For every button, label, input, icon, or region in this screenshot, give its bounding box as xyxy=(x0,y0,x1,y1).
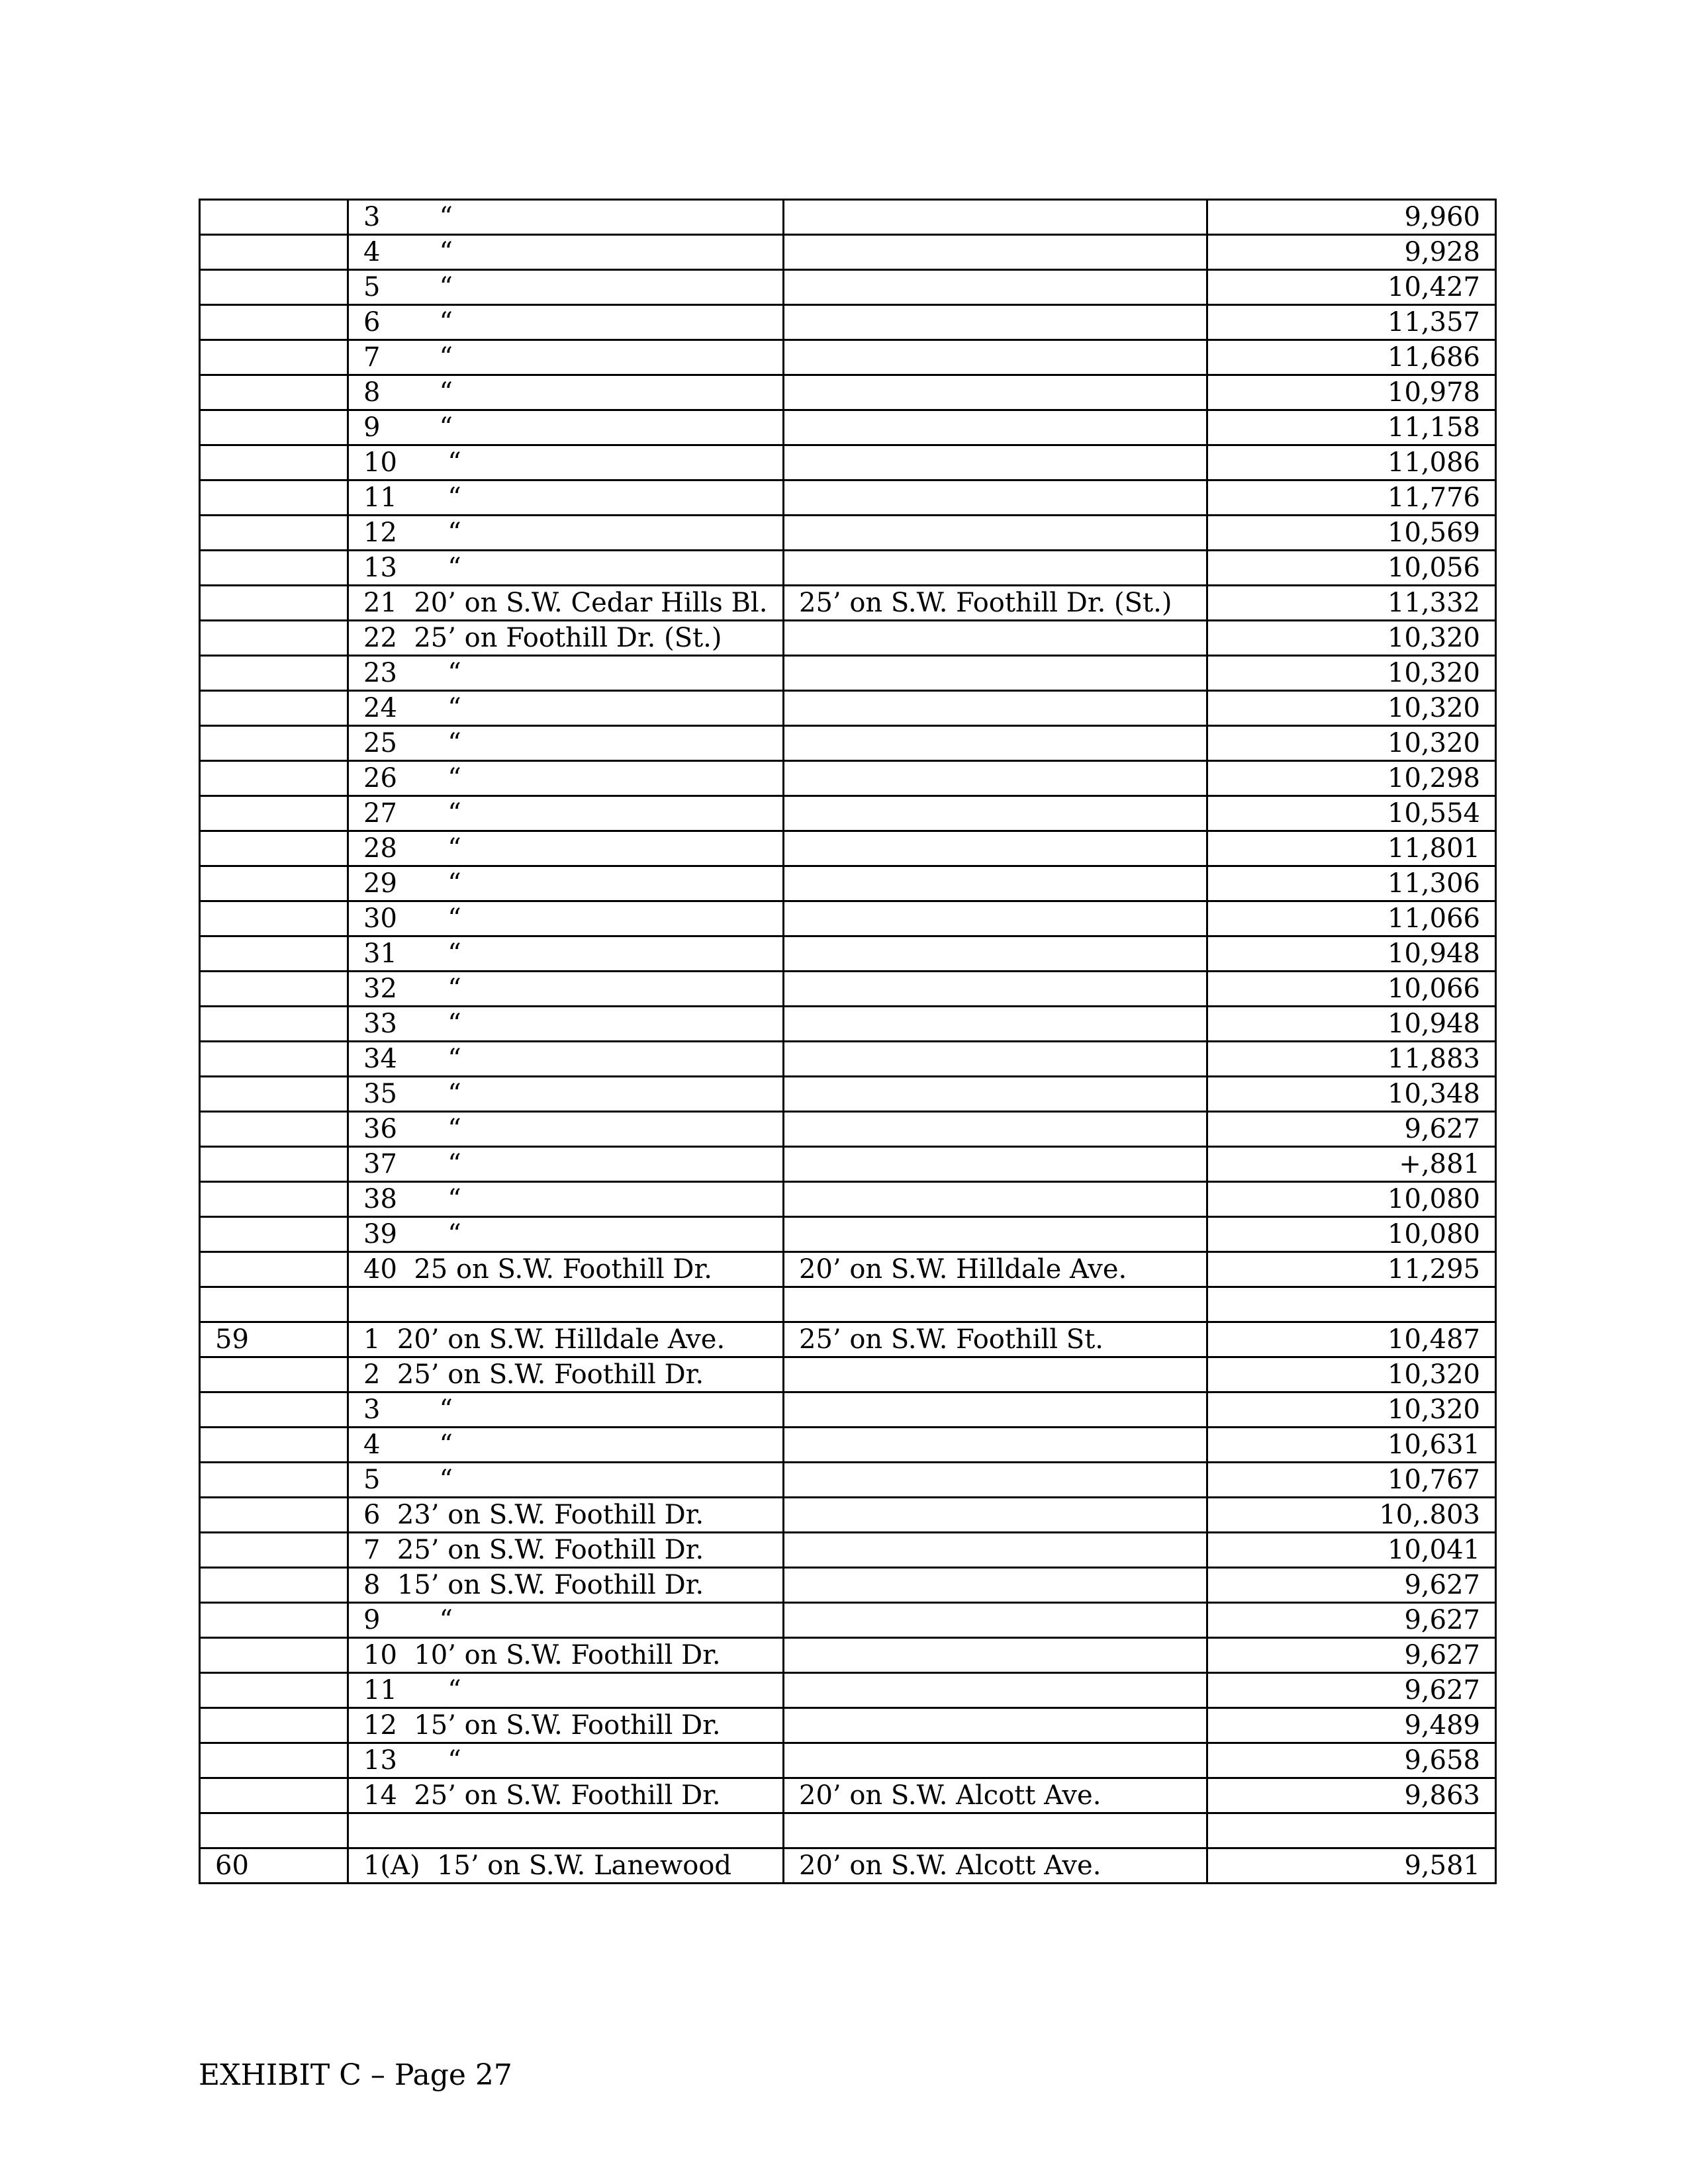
frontage-cell xyxy=(784,340,1207,375)
amount-cell: +,881 xyxy=(1207,1147,1496,1182)
lot-cell: 13 “ xyxy=(348,1743,784,1778)
lot-cell: 10 “ xyxy=(348,445,784,480)
amount-cell: 11,066 xyxy=(1207,901,1496,936)
table-row xyxy=(200,270,1496,305)
table-row xyxy=(200,1042,1496,1077)
frontage-cell xyxy=(784,375,1207,410)
table-row xyxy=(200,340,1496,375)
frontage-cell xyxy=(784,410,1207,445)
block-cell xyxy=(200,586,348,621)
table-row xyxy=(200,410,1496,445)
lot-cell: 11 “ xyxy=(348,1673,784,1708)
table-row xyxy=(200,901,1496,936)
table-row xyxy=(200,1428,1496,1463)
block-cell xyxy=(200,936,348,972)
amount-cell: 10,066 xyxy=(1207,972,1496,1007)
lot-cell: 24 “ xyxy=(348,691,784,726)
amount-cell: 9,627 xyxy=(1207,1638,1496,1673)
lot-cell: 27 “ xyxy=(348,796,784,831)
block-cell xyxy=(200,1568,348,1603)
frontage-cell xyxy=(784,1533,1207,1568)
block-cell xyxy=(200,1673,348,1708)
table-row xyxy=(200,1322,1496,1357)
frontage-cell xyxy=(784,726,1207,761)
amount-cell: 10,554 xyxy=(1207,796,1496,831)
amount-cell: 11,306 xyxy=(1207,866,1496,901)
amount-cell: 9,627 xyxy=(1207,1568,1496,1603)
lot-cell: 5 “ xyxy=(348,1463,784,1498)
frontage-cell xyxy=(784,972,1207,1007)
lot-cell: 33 “ xyxy=(348,1007,784,1042)
block-cell xyxy=(200,1147,348,1182)
table-row xyxy=(200,1498,1496,1533)
lot-cell: 9 “ xyxy=(348,410,784,445)
amount-cell xyxy=(1207,1813,1496,1848)
block-cell xyxy=(200,445,348,480)
amount-cell: 11,776 xyxy=(1207,480,1496,516)
table-row xyxy=(200,200,1496,235)
block-cell: 60 xyxy=(200,1848,348,1884)
frontage-cell xyxy=(784,1743,1207,1778)
block-cell xyxy=(200,551,348,586)
lot-cell: 3 “ xyxy=(348,200,784,235)
lot-cell: 40 25 on S.W. Foothill Dr. xyxy=(348,1252,784,1287)
frontage-cell xyxy=(784,1428,1207,1463)
block-cell xyxy=(200,796,348,831)
table-row xyxy=(200,305,1496,340)
lot-cell: 36 “ xyxy=(348,1112,784,1147)
block-cell: 59 xyxy=(200,1322,348,1357)
frontage-cell xyxy=(784,270,1207,305)
table-row xyxy=(200,1568,1496,1603)
frontage-cell: 20’ on S.W. Alcott Ave. xyxy=(784,1848,1207,1884)
table-row xyxy=(200,1007,1496,1042)
table-row xyxy=(200,375,1496,410)
table-row xyxy=(200,445,1496,480)
amount-cell: 10,056 xyxy=(1207,551,1496,586)
block-cell xyxy=(200,1287,348,1322)
lot-cell xyxy=(348,1813,784,1848)
block-cell xyxy=(200,375,348,410)
lot-cell: 6 “ xyxy=(348,305,784,340)
block-cell xyxy=(200,1813,348,1848)
table-row xyxy=(200,621,1496,656)
frontage-cell xyxy=(784,516,1207,551)
lot-cell: 4 “ xyxy=(348,235,784,270)
lot-cell: 1(A) 15’ on S.W. Lanewood xyxy=(348,1848,784,1884)
lot-cell: 7 25’ on S.W. Foothill Dr. xyxy=(348,1533,784,1568)
table-row xyxy=(200,551,1496,586)
frontage-cell xyxy=(784,936,1207,972)
amount-cell: 11,883 xyxy=(1207,1042,1496,1077)
frontage-cell xyxy=(784,1813,1207,1848)
amount-cell: 10,041 xyxy=(1207,1533,1496,1568)
table-row xyxy=(200,1603,1496,1638)
lot-cell: 30 “ xyxy=(348,901,784,936)
lot-cell: 23 “ xyxy=(348,656,784,691)
frontage-cell xyxy=(784,1112,1207,1147)
lot-cell: 14 25’ on S.W. Foothill Dr. xyxy=(348,1778,784,1813)
lot-cell: 4 “ xyxy=(348,1428,784,1463)
amount-cell: 9,658 xyxy=(1207,1743,1496,1778)
table-row xyxy=(200,1638,1496,1673)
lot-cell: 13 “ xyxy=(348,551,784,586)
table-row xyxy=(200,1673,1496,1708)
amount-cell: 10,080 xyxy=(1207,1217,1496,1252)
lot-cell: 38 “ xyxy=(348,1182,784,1217)
lot-cell: 1 20’ on S.W. Hilldale Ave. xyxy=(348,1322,784,1357)
table-row xyxy=(200,1287,1496,1322)
block-cell xyxy=(200,1428,348,1463)
lot-cell: 37 “ xyxy=(348,1147,784,1182)
amount-cell: 10,320 xyxy=(1207,726,1496,761)
table-row xyxy=(200,691,1496,726)
page-footer: EXHIBIT C – Page 27 xyxy=(199,2058,512,2092)
amount-cell: 9,863 xyxy=(1207,1778,1496,1813)
frontage-cell xyxy=(784,1498,1207,1533)
lot-cell xyxy=(348,1287,784,1322)
lot-cell: 5 “ xyxy=(348,270,784,305)
frontage-cell xyxy=(784,1463,1207,1498)
block-cell xyxy=(200,1217,348,1252)
table-row xyxy=(200,1147,1496,1182)
table-row xyxy=(200,866,1496,901)
frontage-cell xyxy=(784,1077,1207,1112)
frontage-cell xyxy=(784,656,1207,691)
lot-cell: 12 15’ on S.W. Foothill Dr. xyxy=(348,1708,784,1743)
table-row xyxy=(200,1743,1496,1778)
table-row xyxy=(200,726,1496,761)
lot-cell: 7 “ xyxy=(348,340,784,375)
frontage-cell xyxy=(784,1287,1207,1322)
frontage-cell xyxy=(784,305,1207,340)
amount-cell: 11,686 xyxy=(1207,340,1496,375)
table-row xyxy=(200,936,1496,972)
table-row xyxy=(200,1533,1496,1568)
lot-cell: 39 “ xyxy=(348,1217,784,1252)
table-row xyxy=(200,1778,1496,1813)
table-row xyxy=(200,656,1496,691)
table-row xyxy=(200,1077,1496,1112)
block-cell xyxy=(200,1463,348,1498)
table-row xyxy=(200,972,1496,1007)
frontage-cell xyxy=(784,1147,1207,1182)
table-row xyxy=(200,1357,1496,1392)
table-row xyxy=(200,1252,1496,1287)
frontage-cell xyxy=(784,551,1207,586)
amount-cell: 10,978 xyxy=(1207,375,1496,410)
frontage-cell xyxy=(784,691,1207,726)
table-row xyxy=(200,586,1496,621)
assessment-table xyxy=(199,199,1497,1884)
lot-cell: 32 “ xyxy=(348,972,784,1007)
block-cell xyxy=(200,972,348,1007)
table-row xyxy=(200,480,1496,516)
block-cell xyxy=(200,1007,348,1042)
frontage-cell xyxy=(784,445,1207,480)
table-row xyxy=(200,516,1496,551)
amount-cell: 10,.803 xyxy=(1207,1498,1496,1533)
frontage-cell xyxy=(784,480,1207,516)
amount-cell: 10,298 xyxy=(1207,761,1496,796)
lot-cell: 26 “ xyxy=(348,761,784,796)
table-row xyxy=(200,1182,1496,1217)
amount-cell: 9,960 xyxy=(1207,200,1496,235)
frontage-cell xyxy=(784,1638,1207,1673)
block-cell xyxy=(200,410,348,445)
lot-cell: 11 “ xyxy=(348,480,784,516)
lot-cell: 28 “ xyxy=(348,831,784,866)
lot-cell: 8 “ xyxy=(348,375,784,410)
amount-cell: 9,627 xyxy=(1207,1673,1496,1708)
assessment-table-body xyxy=(200,200,1496,1884)
lot-cell: 34 “ xyxy=(348,1042,784,1077)
frontage-cell: 25’ on S.W. Foothill Dr. (St.) xyxy=(784,586,1207,621)
table-row xyxy=(200,1463,1496,1498)
table-row xyxy=(200,796,1496,831)
table-row xyxy=(200,1708,1496,1743)
lot-cell: 6 23’ on S.W. Foothill Dr. xyxy=(348,1498,784,1533)
lot-cell: 21 20’ on S.W. Cedar Hills Bl. xyxy=(348,586,784,621)
frontage-cell xyxy=(784,1603,1207,1638)
block-cell xyxy=(200,1603,348,1638)
block-cell xyxy=(200,1077,348,1112)
block-cell xyxy=(200,901,348,936)
amount-cell: 10,080 xyxy=(1207,1182,1496,1217)
frontage-cell xyxy=(784,1042,1207,1077)
amount-cell: 9,489 xyxy=(1207,1708,1496,1743)
block-cell xyxy=(200,656,348,691)
table-row xyxy=(200,235,1496,270)
table-row xyxy=(200,1813,1496,1848)
lot-cell: 3 “ xyxy=(348,1392,784,1428)
frontage-cell xyxy=(784,1392,1207,1428)
lot-cell: 9 “ xyxy=(348,1603,784,1638)
block-cell xyxy=(200,761,348,796)
block-cell xyxy=(200,1533,348,1568)
frontage-cell xyxy=(784,235,1207,270)
lot-cell: 29 “ xyxy=(348,866,784,901)
block-cell xyxy=(200,1252,348,1287)
block-cell xyxy=(200,1498,348,1533)
block-cell xyxy=(200,1392,348,1428)
amount-cell: 9,627 xyxy=(1207,1112,1496,1147)
amount-cell: 10,948 xyxy=(1207,936,1496,972)
lot-cell: 12 “ xyxy=(348,516,784,551)
amount-cell: 10,320 xyxy=(1207,1357,1496,1392)
block-cell xyxy=(200,1042,348,1077)
block-cell xyxy=(200,1708,348,1743)
table-row xyxy=(200,761,1496,796)
table-row xyxy=(200,1848,1496,1884)
block-cell xyxy=(200,1357,348,1392)
block-cell xyxy=(200,1778,348,1813)
block-cell xyxy=(200,270,348,305)
amount-cell: 10,569 xyxy=(1207,516,1496,551)
block-cell xyxy=(200,305,348,340)
lot-cell: 8 15’ on S.W. Foothill Dr. xyxy=(348,1568,784,1603)
block-cell xyxy=(200,691,348,726)
block-cell xyxy=(200,621,348,656)
amount-cell: 10,948 xyxy=(1207,1007,1496,1042)
frontage-cell xyxy=(784,866,1207,901)
amount-cell: 11,295 xyxy=(1207,1252,1496,1287)
block-cell xyxy=(200,235,348,270)
amount-cell: 10,320 xyxy=(1207,621,1496,656)
amount-cell: 11,158 xyxy=(1207,410,1496,445)
block-cell xyxy=(200,726,348,761)
amount-cell: 9,627 xyxy=(1207,1603,1496,1638)
amount-cell: 9,581 xyxy=(1207,1848,1496,1884)
amount-cell: 10,767 xyxy=(1207,1463,1496,1498)
frontage-cell xyxy=(784,1673,1207,1708)
frontage-cell xyxy=(784,1708,1207,1743)
table-row xyxy=(200,1217,1496,1252)
frontage-cell xyxy=(784,1568,1207,1603)
amount-cell: 10,427 xyxy=(1207,270,1496,305)
table-row xyxy=(200,1112,1496,1147)
amount-cell: 10,320 xyxy=(1207,656,1496,691)
frontage-cell xyxy=(784,796,1207,831)
amount-cell: 10,320 xyxy=(1207,1392,1496,1428)
amount-cell: 11,801 xyxy=(1207,831,1496,866)
frontage-cell: 20’ on S.W. Alcott Ave. xyxy=(784,1778,1207,1813)
lot-cell: 22 25’ on Foothill Dr. (St.) xyxy=(348,621,784,656)
block-cell xyxy=(200,831,348,866)
frontage-cell xyxy=(784,901,1207,936)
frontage-cell xyxy=(784,1007,1207,1042)
block-cell xyxy=(200,1112,348,1147)
amount-cell xyxy=(1207,1287,1496,1322)
block-cell xyxy=(200,1638,348,1673)
amount-cell: 11,332 xyxy=(1207,586,1496,621)
block-cell xyxy=(200,200,348,235)
lot-cell: 2 25’ on S.W. Foothill Dr. xyxy=(348,1357,784,1392)
amount-cell: 9,928 xyxy=(1207,235,1496,270)
frontage-cell xyxy=(784,1217,1207,1252)
block-cell xyxy=(200,516,348,551)
block-cell xyxy=(200,1743,348,1778)
lot-cell: 31 “ xyxy=(348,936,784,972)
frontage-cell xyxy=(784,1357,1207,1392)
table-row xyxy=(200,831,1496,866)
frontage-cell xyxy=(784,761,1207,796)
amount-cell: 10,631 xyxy=(1207,1428,1496,1463)
frontage-cell xyxy=(784,831,1207,866)
lot-cell: 25 “ xyxy=(348,726,784,761)
amount-cell: 11,086 xyxy=(1207,445,1496,480)
lot-cell: 10 10’ on S.W. Foothill Dr. xyxy=(348,1638,784,1673)
amount-cell: 10,320 xyxy=(1207,691,1496,726)
amount-cell: 11,357 xyxy=(1207,305,1496,340)
table-row xyxy=(200,1392,1496,1428)
amount-cell: 10,348 xyxy=(1207,1077,1496,1112)
frontage-cell xyxy=(784,200,1207,235)
frontage-cell: 20’ on S.W. Hilldale Ave. xyxy=(784,1252,1207,1287)
block-cell xyxy=(200,480,348,516)
lot-cell: 35 “ xyxy=(348,1077,784,1112)
block-cell xyxy=(200,340,348,375)
frontage-cell xyxy=(784,621,1207,656)
block-cell xyxy=(200,1182,348,1217)
frontage-cell xyxy=(784,1182,1207,1217)
frontage-cell: 25’ on S.W. Foothill St. xyxy=(784,1322,1207,1357)
amount-cell: 10,487 xyxy=(1207,1322,1496,1357)
block-cell xyxy=(200,866,348,901)
